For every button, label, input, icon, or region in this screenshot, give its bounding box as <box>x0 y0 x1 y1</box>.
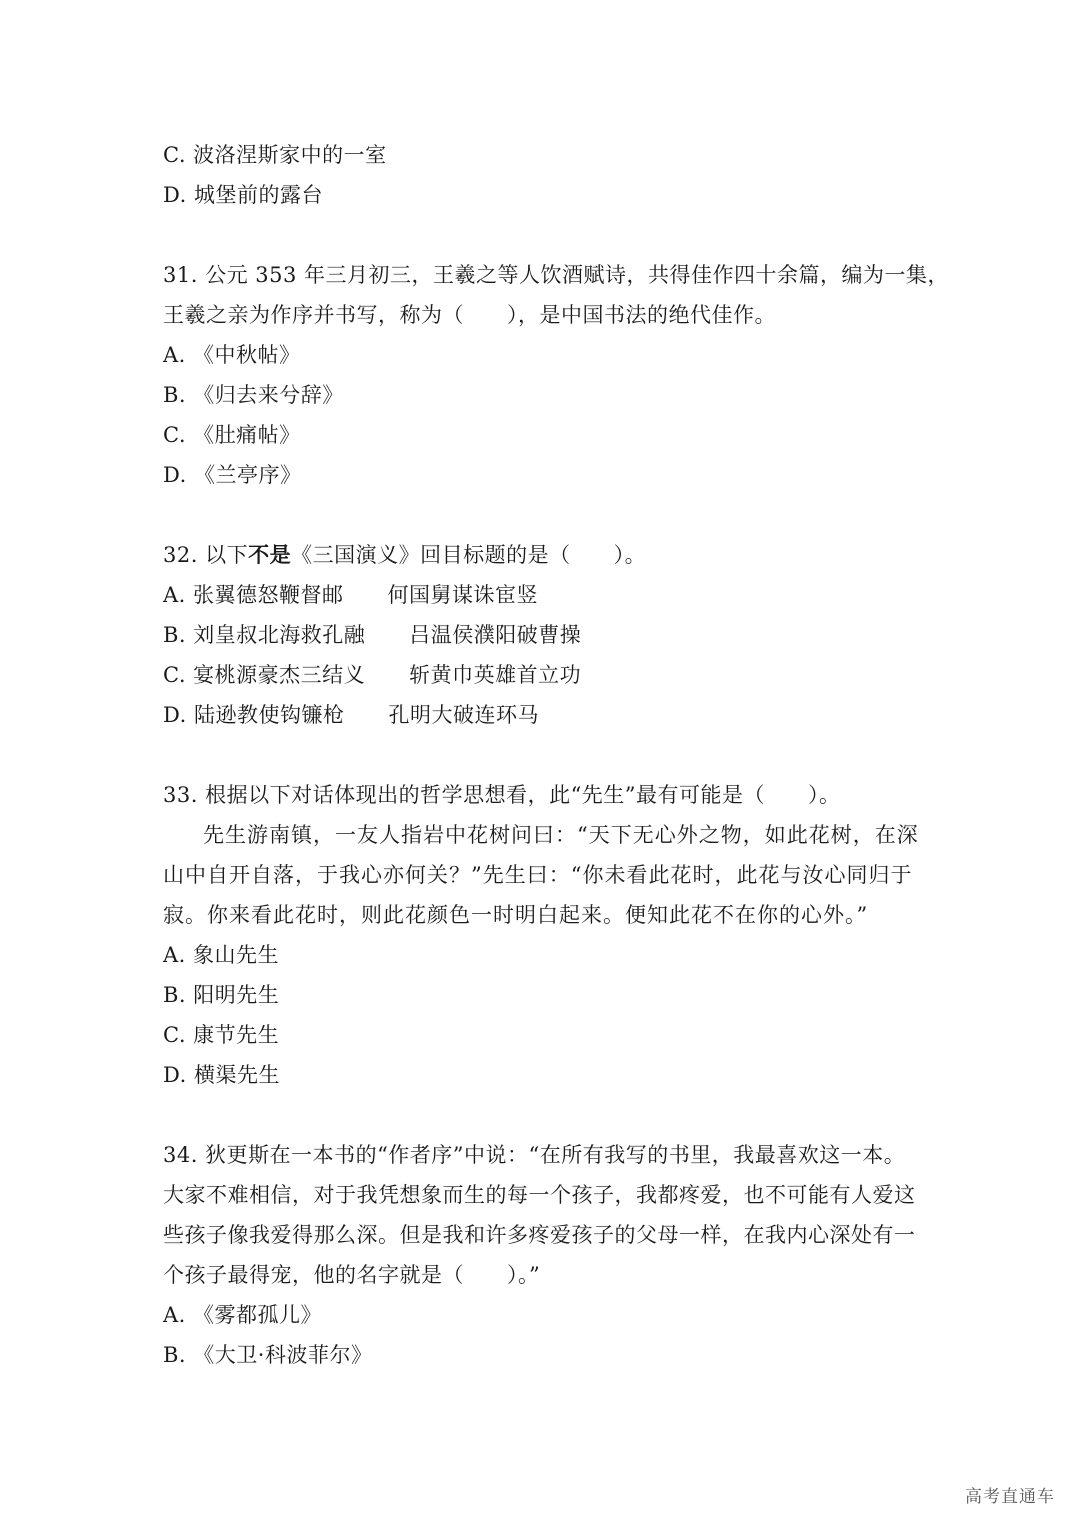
watermark: 高考直通车 <box>965 1487 1055 1507</box>
q32-option-c <box>163 661 581 689</box>
q32-option-b-part-1: B. 刘皇叔北海救孔融 <box>163 623 366 647</box>
q34-stem-line-4: 个孩子最得宠，他的名字就是（ ）。” <box>163 1263 541 1287</box>
q31-option-a: A. 《中秋帖》 <box>163 343 301 367</box>
q34-stem-line-2: 大家不难相信，对于我凭想象而生的每一个孩子，我都疼爱，也不可能有人爱这 <box>163 1183 916 1207</box>
q31-stem-line-2: 王羲之亲为作序并书写，称为（ ），是中国书法的绝代佳作。 <box>163 303 776 327</box>
q32-stem-prefix: 32. 以下 <box>163 543 249 567</box>
q30-option-d: D. 城堡前的露台 <box>163 183 323 207</box>
q32-option-b-part-2: 吕温侯濮阳破曹操 <box>409 623 582 647</box>
q34-stem-line-3: 些孩子像我爱得那么深。但是我和许多疼爱孩子的父母一样，在我内心深处有一 <box>163 1223 916 1247</box>
q32-stem-suffix: 《三国演义》回目标题的是（ ）。 <box>291 543 647 567</box>
q33-option-d: D. 横渠先生 <box>163 1063 280 1087</box>
q33-option-c: C. 康节先生 <box>163 1023 280 1047</box>
q32-stem-emphasis: 不是 <box>248 542 292 567</box>
q30-option-c: C. 波洛涅斯家中的一室 <box>163 143 387 167</box>
q31-option-c: C. 《肚痛帖》 <box>163 423 301 447</box>
q31-stem-line-1: 31. 公元 353 年三月初三，王羲之等人饮酒赋诗，共得佳作四十余篇，编为一集， <box>163 263 950 287</box>
q32-option-d <box>163 701 539 729</box>
q32-option-a <box>163 581 538 609</box>
q32-option-c-part-1: C. 宴桃源豪杰三结义 <box>163 663 366 687</box>
q34-stem-line-1: 34. 狄更斯在一本书的“作者序”中说：“在所有我写的书里，我最喜欢这一本。 <box>163 1143 906 1167</box>
q31-option-d: D. 《兰亭序》 <box>163 463 302 487</box>
q32-option-d-part-2: 孔明大破连环马 <box>388 703 539 727</box>
q32-option-a-part-2: 何国舅谋诛宦竖 <box>387 583 539 607</box>
q32-option-c-part-2: 斩黄巾英雄首立功 <box>409 663 582 687</box>
q33-option-a: A. 象山先生 <box>163 943 280 967</box>
q34-option-a: A. 《雾都孤儿》 <box>163 1303 323 1327</box>
q33-quote-line-1: 先生游南镇，一友人指岩中花树问曰：“天下无心外之物，如此花树，在深 <box>203 823 919 847</box>
q33-option-b: B. 阳明先生 <box>163 983 280 1007</box>
q32-option-a-part-1: A. 张翼德怒鞭督邮 <box>163 583 344 607</box>
q33-quote-line-3: 寂。你来看此花时，则此花颜色一时明白起来。便知此花不在你的心外。” <box>163 903 869 927</box>
q33-stem: 33. 根据以下对话体现出的哲学思想看，此“先生”最有可能是（ ）。 <box>163 783 841 807</box>
q32-stem <box>163 541 646 569</box>
q33-quote-line-2: 山中自开自落，于我心亦何关？”先生曰：“你未看此花时，此花与汝心同归于 <box>163 863 913 887</box>
q34-option-b: B. 《大卫·科波菲尔》 <box>163 1343 373 1367</box>
q32-option-d-part-1: D. 陆逊教使钩镰枪 <box>163 703 345 727</box>
q32-option-b <box>163 621 581 649</box>
q31-option-b: B. 《归去来兮辞》 <box>163 383 344 407</box>
